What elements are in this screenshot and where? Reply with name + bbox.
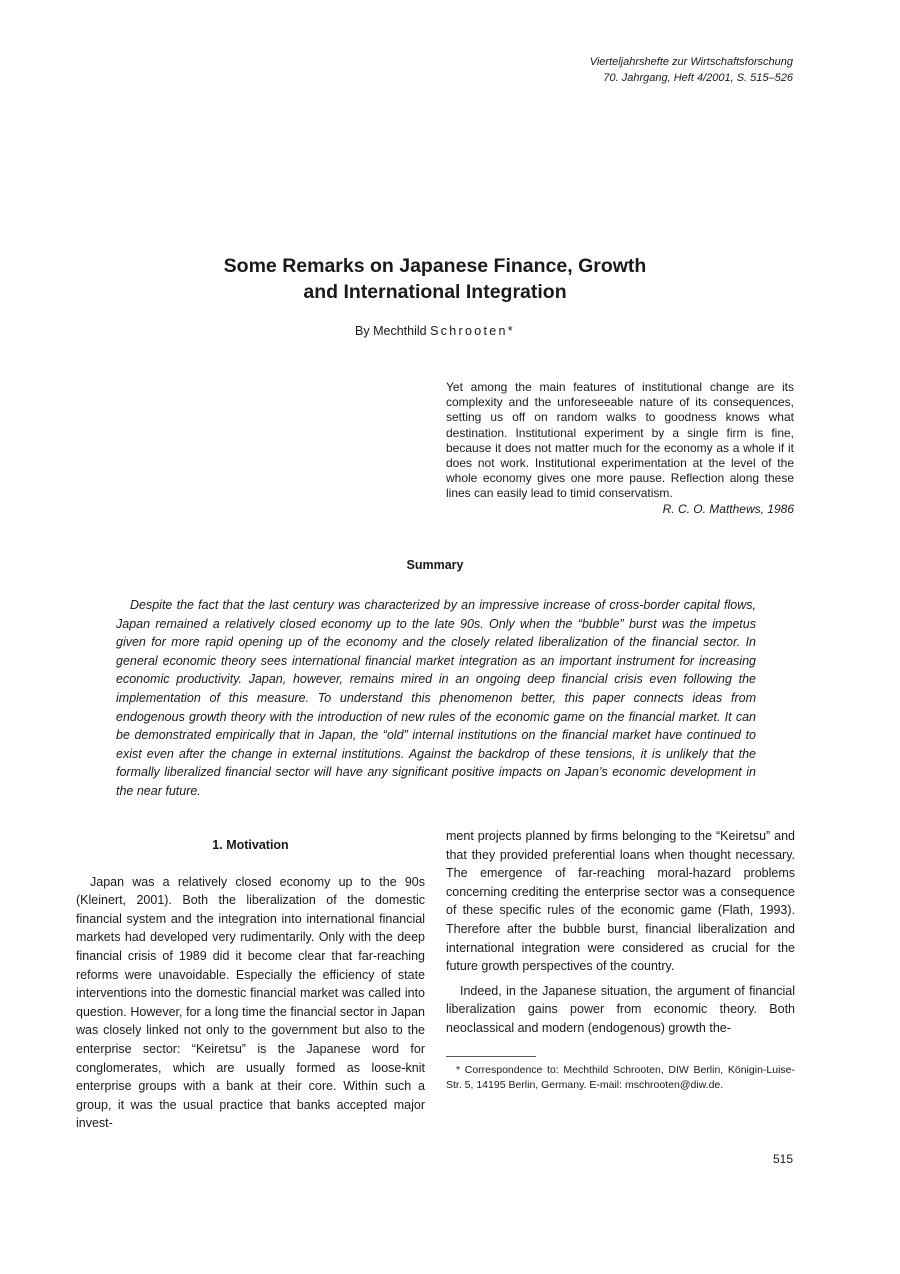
title-line-1: Some Remarks on Japanese Finance, Growth	[223, 255, 647, 277]
summary-heading: Summary	[406, 558, 464, 572]
summary-text: Despite the fact that the last century was characterized by an impressive increase of cross-border capital flows, Japan remained a relatively closed economy up to the late 90s. Only when the “bubble” burst was the impetus given for more rapid opening up of the economy and the closely related liberalization of the financial sector. In general economic theory sees international financial market integration as an important instrument for increasing economic productivity. Japan, however, remains mired in an ongoing deep financial crisis even following the implementation of this measure. To understand this phenomenon better, this paper connects ideas from endogenous growth theory with the introduction of new rules of the economic game on the financial market. It can be demonstrated empirically that in Japan, the “old” internal institutions on the financial market have continued to exist even after the change in external institutions. Against the backdrop of these tensions, it is unlikely that the formally liberalized financial sector will have any significant positive impacts on Japan’s economic development in the near future.	[116, 598, 756, 798]
epigraph-source: R. C. O. Matthews, 1986	[662, 501, 794, 516]
section-heading: 1. Motivation	[212, 838, 289, 852]
body-paragraph-2: Indeed, in the Japanese situation, the argument of financial liberalization gains power from economic theory. Both neoclassical and modern (endogenous) growth the-	[446, 983, 795, 1035]
paper-title	[0, 253, 870, 305]
journal-header	[590, 54, 793, 86]
footnote-divider	[446, 1056, 536, 1057]
journal-name: Vierteljahrshefte zur Wirtschaftsforschung	[589, 56, 793, 68]
footnote: * Correspondence to: Mechthild Schrooten, DIW Berlin, Königin-Luise-Str. 5, 14195 Berlin, Germany. E-mail: mschrooten@diw.de.	[446, 1063, 795, 1091]
author-prefix: By Mechthild	[355, 324, 427, 338]
journal-issue: 70. Jahrgang, Heft 4/2001, S. 515–526	[603, 72, 793, 84]
title-line-2: and International Integration	[303, 281, 567, 303]
epigraph-text: Yet among the main features of institutional change are its complexity and the unforeseeable nature of its consequences, setting us off on random walks to goodness knows what destination. Institutional experiment by a single firm is fine, because it does not matter much for the economy as a whole if it does not work. Institutional experimentation at the level of the whole economy gives one more pause. Reflection along these lines can easily lead to timid conservatism.	[446, 380, 794, 501]
body-paragraph-1-continued: ment projects planned by firms belonging to the “Keiretsu” and that they provided preferential loans when thought necessary. The emergence of far-reaching moral-hazard problems concerning crediting the enterprise sector was a consequence of these specific rules of the economic game (Flath, 1993). Therefore after the bubble burst, financial liberalization and international integration were considered as crucial for the future growth perspectives of the country.	[446, 829, 795, 974]
left-column	[76, 836, 425, 1133]
body-paragraph-1: Japan was a relatively closed economy up to the 90s (Kleinert, 2001). Both the liberalization of the domestic financial system and the integration into international financial markets had developed very rudimentarily. Only with the deep financial crisis of 1989 did it become clear that far-reaching reforms were unavoidable. Especially the efficiency of state interventions into the domestic financial market was called into question. However, for a long time the financial sector in Japan was closely linked not only to the government but also to the enterprise sector: “Keiretsu” is the Japanese word for conglomerates, which are usually formed as loose-knit enterprise groups with a bank at their core. Within such a group, it was the usual practice that banks accepted major invest-	[76, 874, 425, 1131]
author-line	[0, 324, 870, 338]
epigraph	[446, 380, 794, 517]
page-number: 515	[772, 1152, 793, 1166]
author-surname: Schrooten*	[430, 324, 515, 338]
right-column	[446, 827, 795, 1093]
